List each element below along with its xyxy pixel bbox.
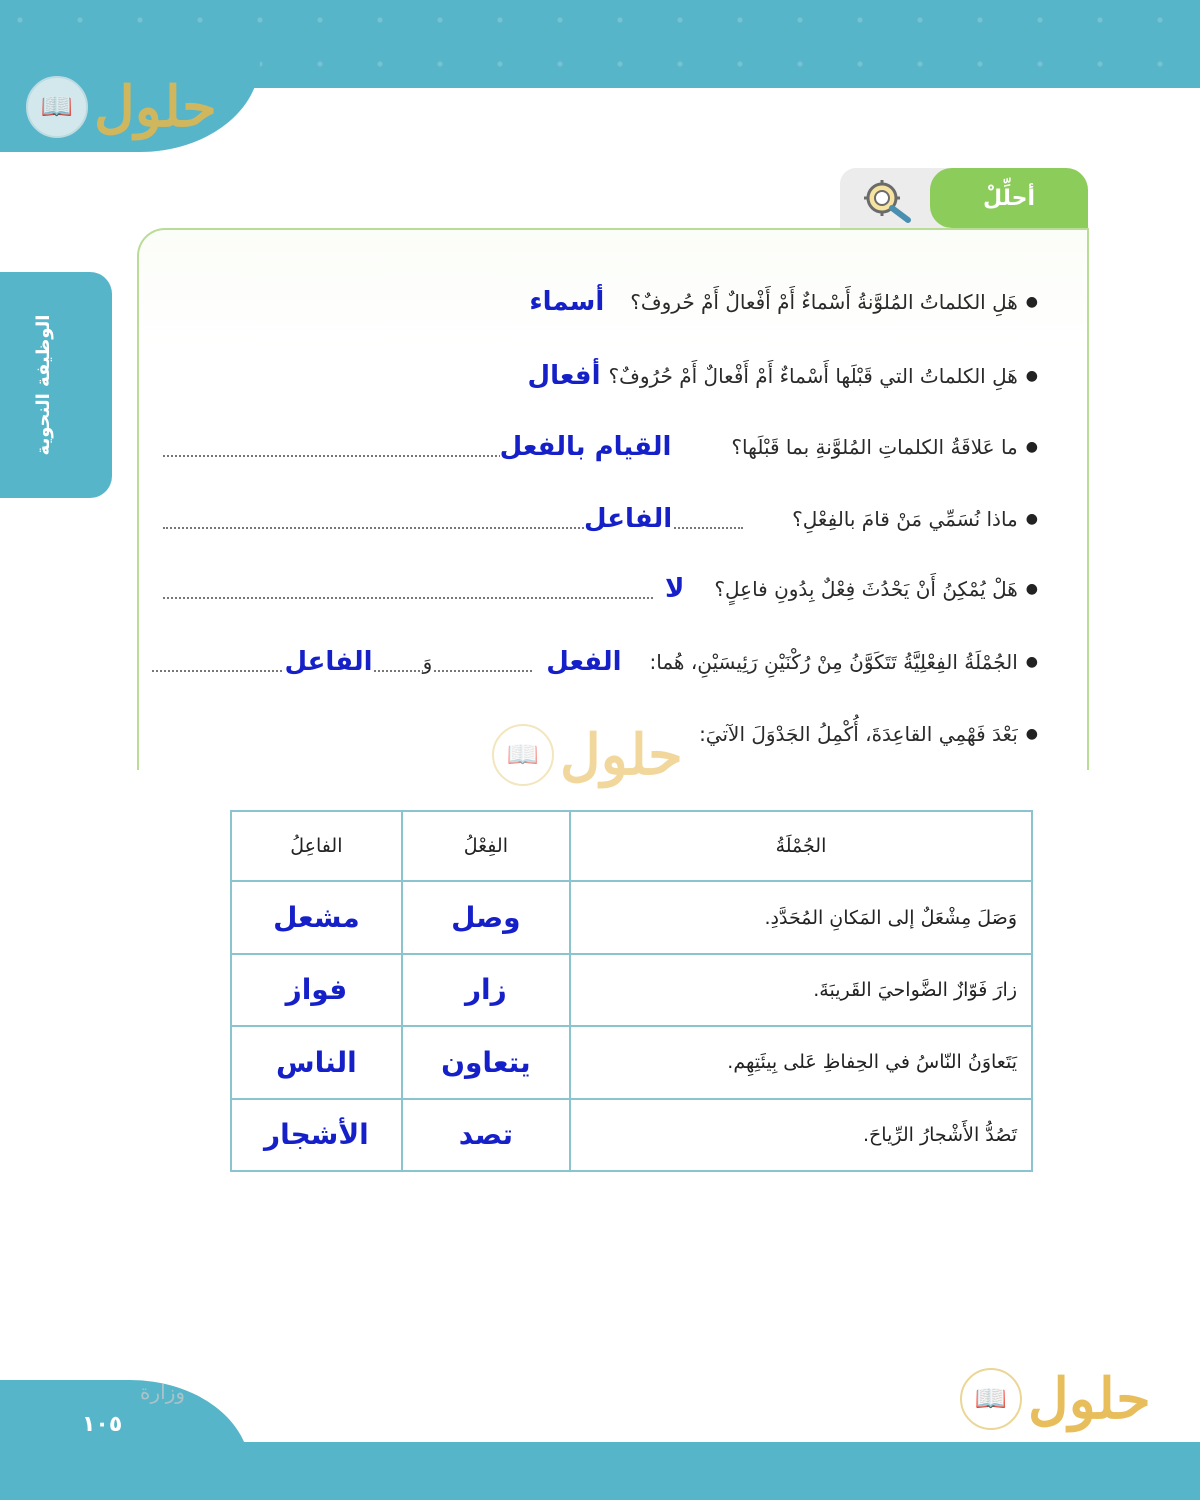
sentence-cell: يَتَعاوَنُ النّاسُ في الحِفاظِ عَلى بِيئَتِهِم. [570,1026,1032,1098]
verb-answer-cell: وصل [402,881,570,953]
verb-answer-cell: يتعاون [402,1026,570,1098]
verb-answer-cell: تصد [402,1099,570,1171]
logo-text: حلول [1028,1366,1151,1432]
question-text: ما عَلاقَةُ الكلماتِ المُلوَّنةِ بما قَبْلَها؟ [731,435,1018,459]
subject-answer-cell: الناس [231,1026,402,1098]
subject-answer-cell: الأشجار [231,1099,402,1171]
handwritten-answer: القيام بالفعل [499,432,672,462]
book-icon: 📖 [960,1368,1022,1430]
sentence-cell: وَصَلَ مِشْعَلٌ إلى المَكانِ المُحَدَّدِ. [570,881,1032,953]
ministry-watermark: وزارة [140,1380,186,1404]
table-row [231,1026,1032,1098]
handwritten-answer-2: الفاعل [284,647,373,677]
book-icon: 📖 [26,76,88,138]
bullet-icon: ● [1025,439,1038,455]
subject-answer-cell: مشعل [231,881,402,953]
header-subject: الفاعِلُ [231,811,402,881]
sentence-cell: زارَ فَوّازٌ الضَّواحيَ القَريبَةَ. [570,954,1032,1026]
side-tab-label: الوظيفة النحوية [33,314,54,456]
footer-band [0,1442,1200,1500]
section-title: أحلِّلْ [982,185,1035,211]
header-sentence: الجُمْلَةُ [570,811,1032,881]
bullet-icon: ● [1025,294,1038,310]
watermark-logo [492,724,683,786]
table-header-row [231,811,1032,881]
question-1 [521,280,1038,324]
logo-bottom [960,1368,1151,1430]
answer-line [163,597,653,599]
verb-answer-cell: زار [402,954,570,1026]
table-row [231,881,1032,953]
question-6 [276,640,1038,684]
handwritten-answer: الفعل [546,647,622,677]
handwritten-answer: أفعال [527,361,601,391]
question-2 [520,354,1038,398]
question-text: هَلْ يُمْكِنُ أَنْ يَحْدُثَ فِعْلٌ بِدُونِ فاعِلٍ؟ [714,577,1018,601]
handwritten-answer: أسماء [529,287,605,317]
question-text: هَلِ الكلماتُ التي قَبْلَها أَسْماءٌ أَمْ أَفْعالٌ أَمْ حُرُوفٌ؟ [608,364,1018,388]
question-3 [492,425,1038,469]
table-row [231,1099,1032,1171]
section-tab [930,168,1088,228]
question-text: الجُمْلَةُ الفِعْلِيَّةُ تَتَكَوَّنُ مِنْ رُكْنَيْنِ رَئِيسَيْنِ، هُما: [649,650,1018,674]
bullet-icon: ● [1025,368,1038,384]
magnifier-gear-icon [860,178,916,224]
bullet-icon: ● [1025,726,1038,742]
header-verb: الفِعْلُ [402,811,570,881]
table-row [231,954,1032,1026]
sentence-table [230,810,1033,1172]
question-text: بَعْدَ فَهْمِي القاعِدَةَ، أُكْمِلُ الجَدْوَلَ الآتيَ: [699,722,1018,746]
handwritten-answer: لا [665,574,685,604]
sentence-cell: تَصُدُّ الأَشْجارُ الرِّياحَ. [570,1099,1032,1171]
logo-top [26,76,217,138]
bullet-icon: ● [1025,581,1038,597]
question-text: هَلِ الكلماتُ المُلوَّنةُ أَسْماءٌ أَمْ أَفْعالٌ أَمْ حُروفٌ؟ [630,290,1018,314]
page-number: ١٠٥ [82,1412,123,1437]
bullet-icon: ● [1025,654,1038,670]
logo-text: حلول [560,722,683,788]
question-4 [576,497,1038,541]
logo-text: حلول [94,74,217,140]
subject-answer-cell: فواز [231,954,402,1026]
question-7 [699,712,1038,756]
question-5 [657,567,1038,611]
bullet-icon: ● [1025,511,1038,527]
connector-text: وَ [422,650,433,674]
book-icon: 📖 [492,724,554,786]
question-text: ماذا نُسَمِّي مَنْ قامَ بالفِعْلِ؟ [792,507,1018,531]
handwritten-answer: الفاعل [584,504,673,534]
